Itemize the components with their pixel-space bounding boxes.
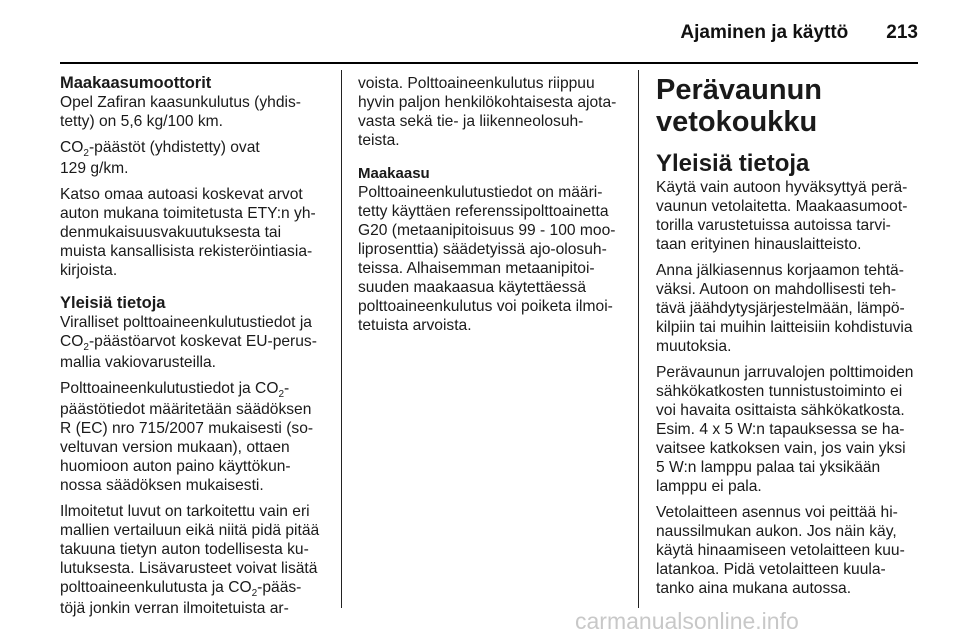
text-line: auton mukana toimitetusta ETY:n yh- — [60, 205, 316, 222]
text-span: Polttoaineenkulutustiedot ja CO — [60, 380, 279, 397]
watermark: carmanualsonline.info — [575, 608, 799, 634]
text-line: Viralliset polttoaineenkulutustiedot ja — [60, 314, 312, 331]
column-divider-left — [341, 70, 342, 608]
paragraph-natural-gas — [358, 183, 624, 335]
text-line: liprosenttia) säädetyissä ajo-olosuh- — [358, 241, 607, 258]
text-line: suuden maakaasua käytettäessä — [358, 279, 586, 296]
text-line: sähkökatkosten tunnistustoiminto ei — [656, 383, 903, 400]
column-divider-right — [638, 70, 639, 608]
column-left — [60, 74, 330, 625]
text-line: 129 g/km. — [60, 160, 129, 177]
text-line — [60, 332, 330, 353]
text-line: väksi. Autoon on mahdollisesti teh- — [656, 281, 897, 298]
text-line: G20 (metaanipitoisuus 99 - 100 moo- — [358, 222, 616, 239]
header-divider — [60, 62, 918, 64]
text-line: voista. Polttoaineenkulutus riippuu — [358, 75, 595, 92]
text-line: Ilmoitetut luvut on tarkoitettu vain eri — [60, 503, 310, 520]
text-line: voi havaita osittaista sähkökatkosta. — [656, 402, 905, 419]
subscript: 2 — [251, 588, 258, 599]
column-right — [656, 74, 922, 605]
text-line: kirjoista. — [60, 262, 118, 279]
section-heading-yleisia-tietoja: Yleisiä tietoja — [60, 294, 166, 312]
text-line: käytä hinaamiseen vetolaitteen kuu- — [656, 542, 905, 559]
paragraph-approved-hitch — [656, 178, 922, 254]
text-line: tetty) on 5,6 kg/100 km. — [60, 113, 223, 130]
page-number: 213 — [886, 22, 918, 43]
chapter-title — [656, 74, 922, 138]
text-line: 5 W:n lamppu palaa tai yksikään — [656, 459, 881, 476]
paragraph-reference — [60, 185, 330, 280]
text-line: naussilmukan aukon. Jos näin käy, — [656, 523, 897, 540]
paragraph-consumption — [60, 93, 330, 131]
text-span: -päästöt (yhdistetty) ovat — [88, 139, 260, 156]
text-line: muista kansallisista rekisteröintiasia- — [60, 243, 313, 260]
text-line: kilpiin tai muihin laitteisiin kohdistuvia — [656, 319, 913, 336]
text-line: Esim. 4 x 5 W:n tapauksessa se ha- — [656, 421, 905, 438]
subscript: 2 — [83, 148, 89, 159]
text-line: mallia vakiovarusteilla. — [60, 354, 216, 371]
paragraph-brake-lights — [656, 363, 922, 496]
header-title: Ajaminen ja käyttö — [680, 22, 849, 43]
title-line: vetokoukku — [656, 106, 818, 138]
text-line: Vetolaitteen asennus voi peittää hi- — [656, 504, 898, 521]
text-span: CO — [60, 333, 84, 350]
title-line: Perävaunun — [656, 74, 822, 106]
text-span: -pääs- — [257, 579, 302, 596]
text-line: denmukaisuusvakuutuksesta tai — [60, 224, 282, 241]
text-line: tetuista arvoista. — [358, 317, 472, 334]
text-line: hyvin paljon henkilökohtaisesta ajota- — [358, 94, 617, 111]
paragraph-retrofit — [656, 261, 922, 356]
text-line: Polttoaineenkulutustiedot on määri- — [358, 184, 603, 201]
paragraph-continuation — [358, 74, 624, 150]
text-line — [60, 138, 330, 159]
text-line: vasta sekä tie- ja liikenneolosuh- — [358, 113, 584, 130]
text-line: veltuvan version mukaan), ottaen — [60, 439, 290, 456]
text-line: nossa säädöksen mukaisesti. — [60, 477, 264, 494]
subscript: 2 — [83, 342, 89, 353]
section-heading-yleisia-tietoja-right: Yleisiä tietoja — [656, 150, 810, 177]
text-line: taan erityinen hinauslaitteisto. — [656, 236, 862, 253]
text-line: Anna jälkiasennus korjaamon tehtä- — [656, 262, 904, 279]
text-line: latankoa. Pidä vetolaitteen kuula- — [656, 561, 886, 578]
text-line: takuuna tietyn auton todellisesta ku- — [60, 541, 309, 558]
paragraph-co2 — [60, 138, 330, 178]
page-header — [680, 22, 918, 44]
section-heading-maakaasumoottorit: Maakaasumoottorit — [60, 74, 212, 92]
text-span: -päästöarvot koskevat EU-perus- — [88, 333, 317, 350]
text-line — [60, 379, 330, 400]
text-line: tanko aina mukana autossa. — [656, 580, 852, 597]
paragraph-towing-eye — [656, 503, 922, 598]
paragraph-regulation — [60, 379, 330, 495]
text-line: lamppu ei pala. — [656, 478, 762, 495]
paragraph-comparison — [60, 502, 330, 618]
text-span: CO — [60, 139, 84, 156]
text-line: muutoksia. — [656, 338, 732, 355]
text-line: Perävaunun jarruvalojen polttimoiden — [656, 364, 914, 381]
text-line — [60, 578, 330, 599]
text-line: torilla varustetuissa autoissa tarvi- — [656, 217, 891, 234]
text-line: töjä jonkin verran ilmoitetuista ar- — [60, 600, 289, 617]
text-line: mallien vertailuun eikä niitä pidä pitää — [60, 522, 320, 539]
text-line: huomioon auton paino käyttökun- — [60, 458, 291, 475]
text-line: Katso omaa autoasi koskevat arvot — [60, 186, 303, 203]
text-line: R (EC) nro 715/2007 mukaisesti (so- — [60, 420, 314, 437]
text-line: tetty käyttäen referenssipolttoainetta — [358, 203, 609, 220]
text-line: teissa. Alhaisemman metaanipitoi- — [358, 260, 595, 277]
text-line: polttoaineenkulutus voi poiketa ilmoi- — [358, 298, 613, 315]
subscript: 2 — [278, 389, 285, 400]
text-line: vaunun vetolaitetta. Maakaasumoot- — [656, 198, 908, 215]
text-line: päästötiedot määritetään säädöksen — [60, 401, 312, 418]
paragraph-official-values — [60, 313, 330, 372]
text-line: lutuksesta. Lisävarusteet voivat lisätä — [60, 560, 318, 577]
text-line: Käytä vain autoon hyväksyttyä perä- — [656, 179, 908, 196]
text-line: Opel Zafiran kaasunkulutus (yhdis- — [60, 94, 301, 111]
text-span: polttoaineenkulutusta ja CO — [60, 579, 252, 596]
text-line: vaitsee katkoksen vain, jos vain yksi — [656, 440, 906, 457]
text-line: teista. — [358, 132, 400, 149]
text-span: - — [284, 380, 290, 397]
text-line: tävä jäähdytysjärjestelmään, lämpö- — [656, 300, 905, 317]
section-heading-maakaasu: Maakaasu — [358, 165, 430, 182]
column-middle — [358, 74, 624, 342]
